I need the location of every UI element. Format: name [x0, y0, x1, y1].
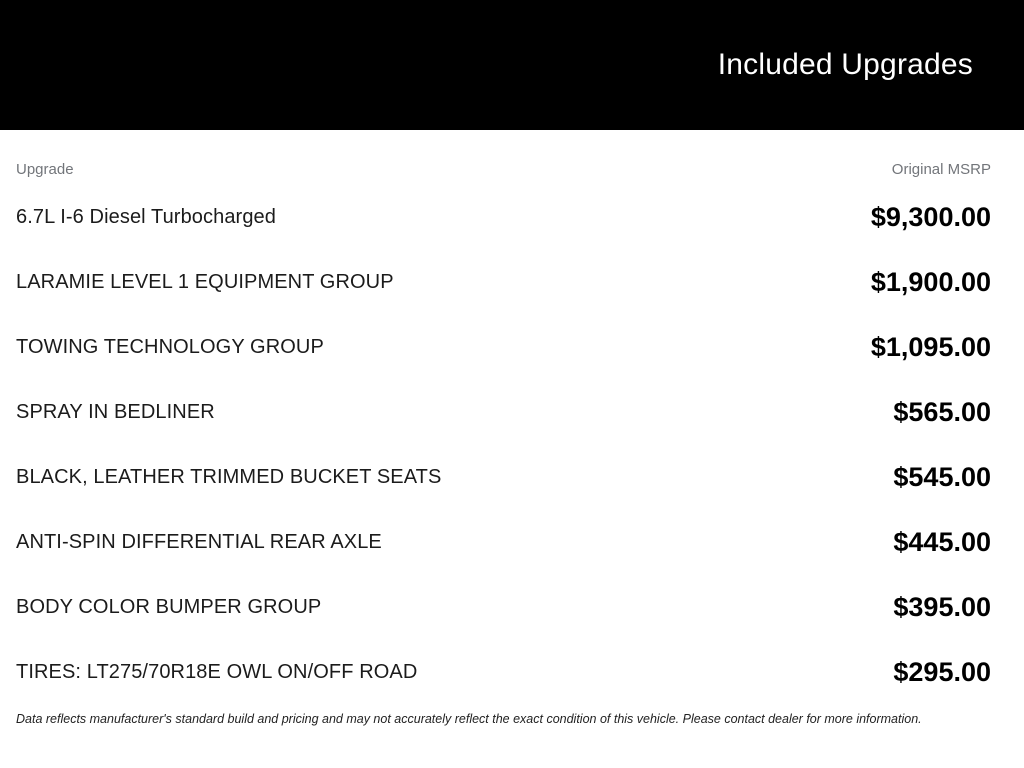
- upgrade-msrp: $395.00: [893, 592, 991, 623]
- upgrade-msrp: $1,095.00: [870, 332, 991, 363]
- table-row: [16, 185, 991, 250]
- upgrade-name: TIRES: LT275/70R18E OWL ON/OFF ROAD: [16, 661, 418, 684]
- disclaimer-text: Data reflects manufacturer's standard build and pricing and may not accurately reflect the exact condition of this vehicle. Please contact dealer for more information.: [16, 712, 922, 727]
- table-row: [16, 510, 991, 575]
- page-title: Included Upgrades: [717, 48, 973, 81]
- column-header-upgrade: Upgrade: [16, 161, 74, 178]
- table-row: [16, 575, 991, 640]
- upgrade-name: TOWING TECHNOLOGY GROUP: [16, 336, 324, 359]
- table-column-headers: [16, 161, 991, 178]
- upgrade-msrp: $1,900.00: [870, 267, 991, 298]
- upgrade-msrp: $445.00: [893, 527, 991, 558]
- page-header: [0, 0, 1024, 130]
- upgrade-name: BODY COLOR BUMPER GROUP: [16, 596, 322, 619]
- upgrade-rows: [16, 185, 991, 705]
- column-header-original-msrp: Original MSRP: [891, 161, 991, 178]
- upgrade-msrp: $545.00: [893, 462, 991, 493]
- table-row: [16, 445, 991, 510]
- upgrades-table: [0, 161, 1024, 727]
- upgrade-name: BLACK, LEATHER TRIMMED BUCKET SEATS: [16, 466, 442, 489]
- upgrade-msrp: $9,300.00: [870, 202, 991, 233]
- upgrade-name: 6.7L I-6 Diesel Turbocharged: [16, 206, 276, 229]
- table-row: [16, 380, 991, 445]
- table-row: [16, 315, 991, 380]
- table-row: [16, 250, 991, 315]
- upgrade-name: LARAMIE LEVEL 1 EQUIPMENT GROUP: [16, 271, 394, 294]
- upgrade-name: ANTI-SPIN DIFFERENTIAL REAR AXLE: [16, 531, 382, 554]
- upgrade-msrp: $565.00: [893, 397, 991, 428]
- table-row: [16, 640, 991, 705]
- upgrade-msrp: $295.00: [893, 657, 991, 688]
- upgrade-name: SPRAY IN BEDLINER: [16, 401, 215, 424]
